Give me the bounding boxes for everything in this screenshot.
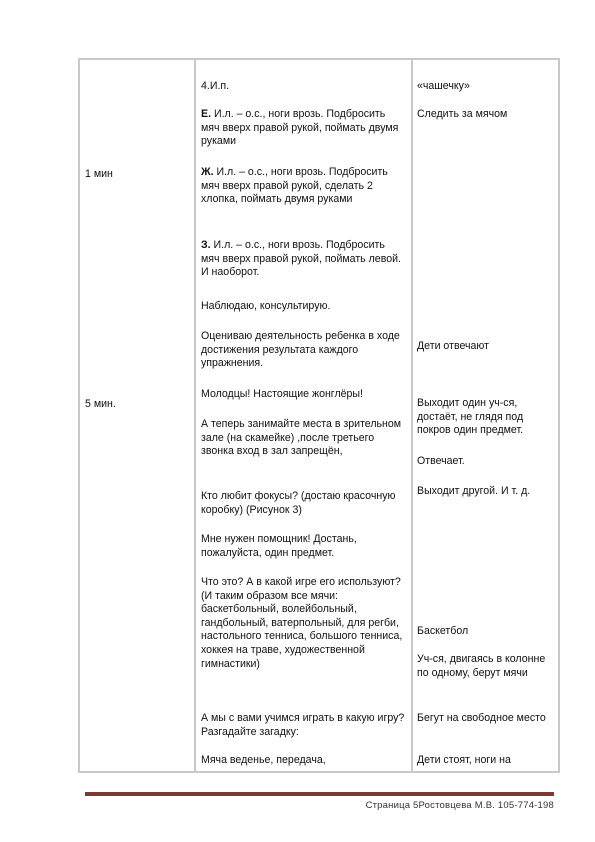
teacher-text-7: Молодцы! Настоящие жонглёры! — [201, 388, 363, 400]
teacher-text-1: 4.И.п. — [201, 80, 230, 92]
teacher-text-3 — [201, 166, 406, 207]
teacher-text-6: Оцениваю деятельность ребенка в ходе достижения результата каждого упражнения. — [201, 330, 400, 370]
exercise-text-e: И.л. – о.с., ноги врозь. Подбросить мяч вверх правой рукой, поймать двумя руками — [201, 108, 399, 148]
teacher-text-8: А теперь занимайте места в зрительном зале (на скамейке) ,после третьего звонка вход в зал запрещён, — [201, 418, 402, 458]
student-text-8: Уч-ся, двигаясь в колонне по одному, берут мячи — [417, 653, 546, 679]
student-text-1: «чашечку» — [417, 80, 470, 92]
time-cell-2: 5 мин. — [85, 398, 116, 410]
teacher-text-11: Что это? А в какой игре его используют? (И таким образом все мячи: баскетбольный, волейбольный, гандбольный, ватерпольный, для регби, настольного тенниса, большого тенниса, хоккея на траве, художественной гимнастики) — [201, 576, 403, 670]
teacher-text-4 — [201, 239, 406, 280]
student-text-2: Следить за мячом — [417, 108, 508, 120]
student-text-10: Дети стоят, ноги на — [417, 754, 511, 766]
student-text-9: Бегут на свободное место — [417, 712, 546, 724]
teacher-text-2 — [201, 108, 406, 149]
time-cell-1: 1 мин — [85, 168, 113, 180]
student-text-3: Дети отвечают — [417, 340, 489, 352]
student-text-6: Выходит другой. И т. д. — [417, 485, 531, 497]
teacher-text-10: Мне нужен помощник! Достань, пожалуйста, один предмет. — [201, 533, 357, 559]
teacher-text-9: Кто любит фокусы? (достаю красочную коробку) (Рисунок 3) — [201, 490, 396, 516]
column-divider-1 — [194, 60, 196, 771]
column-divider-2 — [411, 60, 413, 771]
teacher-text-13: Мяча веденье, передача, — [201, 754, 326, 766]
exercise-label-z: З. — [201, 239, 211, 251]
footer-divider — [85, 792, 554, 796]
student-text-7: Баскетбол — [417, 625, 469, 637]
exercise-label-e: Е. — [201, 108, 212, 120]
student-text-5: Отвечает. — [417, 455, 465, 467]
exercise-label-zh: Ж. — [201, 166, 214, 178]
lesson-plan-table — [78, 58, 560, 773]
exercise-text-zh: И.л. – о.с., ноги врозь. Подбросить мяч вверх правой рукой, сделать 2 хлопка, поймать двумя руками — [201, 166, 388, 206]
teacher-text-12: А мы с вами учимся играть в какую игру? Разгадайте загадку: — [201, 712, 405, 738]
exercise-text-z: И.л. – о.с., ноги врозь. Подбросить мяч вверх правой рукой, поймать левой. И наоборот. — [201, 239, 401, 279]
page-footer: Страница 5Ростовцева М.В. 105-774-198 — [365, 800, 554, 811]
student-text-4: Выходит один уч-ся, достаёт, не глядя под покров один предмет. — [417, 397, 524, 437]
teacher-text-5: Наблюдаю, консультирую. — [201, 300, 331, 312]
